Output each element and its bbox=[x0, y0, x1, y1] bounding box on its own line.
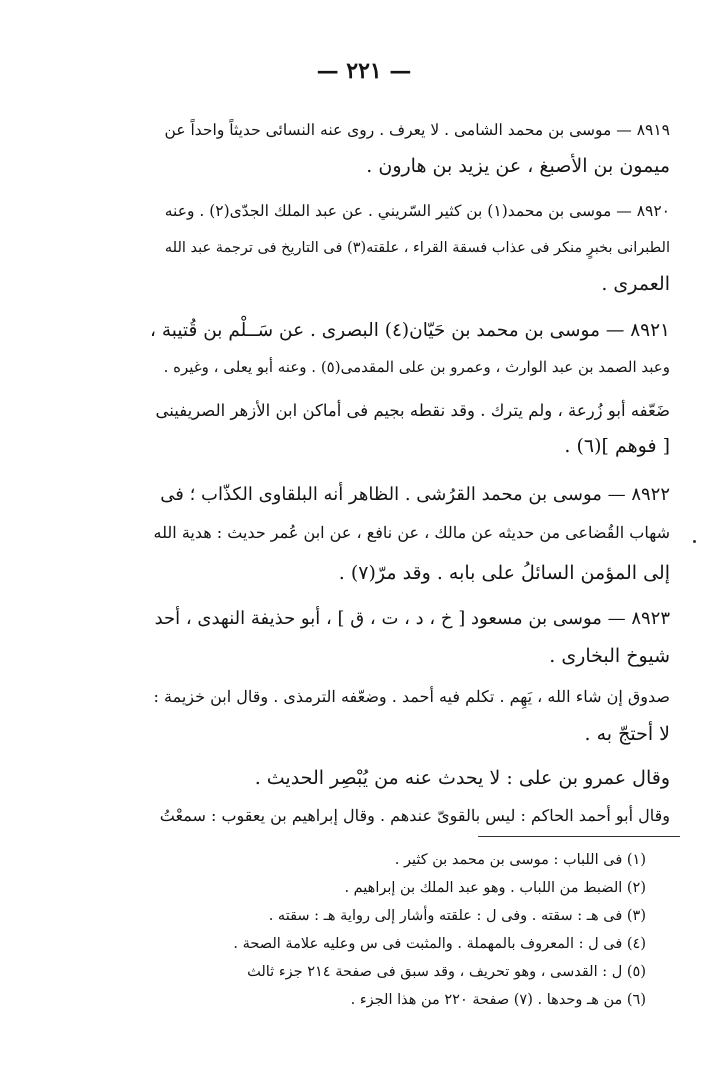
entry-8922-line-3: إلى المؤمن السائلُ على بابه . وقد مرّ(٧) . bbox=[338, 562, 670, 584]
footnote-divider bbox=[478, 836, 680, 837]
entry-8920-line-3: العمرى . bbox=[601, 273, 670, 295]
entry-8923-line-5: وقال عمرو بن على : لا يحدث عنه من يُبْصِر الحديث . bbox=[254, 767, 670, 789]
entry-8921-line-2: وعبد الصمد بن عبد الوارث ، وعمرو بن على المقدمى(٥) . وعنه أبو يعلى ، وغيره . bbox=[163, 358, 670, 376]
entry-8923-line-6: وقال أبو أحمد الحاكم : ليس بالقوىّ عندهم . وقال إبراهيم بن يعقوب : سمعْتُ bbox=[159, 806, 670, 825]
footnote-6-7: (٦) من هـ وحدها . (٧) صفحة ٢٢٠ من هذا الجزء . bbox=[350, 992, 646, 1008]
entry-8923-line-1: ٨٩٢٣ — موسى بن مسعود [ خ ، د ، ت ، ق ] ، أبو حذيفة النهدى ، أحد bbox=[154, 608, 670, 629]
entry-8922-line-1: ٨٩٢٢ — موسى بن محمد القرُشى . الظاهر أنه البلقاوى الكذّاب ؛ فى bbox=[160, 484, 670, 505]
entry-8923-line-2: شيوخ البخارى . bbox=[549, 645, 670, 667]
entry-8923-line-3: صدوق إن شاء الله ، يَهِم . تكلم فيه أحمد . وضعّفه الترمذى . وقال ابن خزيمة : bbox=[153, 687, 670, 706]
margin-dot bbox=[693, 540, 696, 543]
footnote-5: (٥) ل : القدسى ، وهو تحريف ، وقد سبق فى صفحة ٢١٤ جزء ثالث bbox=[247, 964, 646, 980]
entry-8921-line-1: ٨٩٢١ — موسى بن محمد بن حَيّان(٤) البصرى . عن سَــلْم بن قُتيبة ، bbox=[150, 320, 670, 341]
footnote-1: (١) فى اللباب : موسى بن محمد بن كثير . bbox=[394, 852, 646, 868]
entry-8921-line-3: ضَعّفه أبو زُرعة ، ولم يترك . وقد نقطه بجيم فى أماكن ابن الأزهر الصريفينى bbox=[155, 401, 670, 420]
footnote-4: (٤) فى ل : المعروف بالمهملة . والمثبت فى س وعليه علامة الصحة . bbox=[233, 936, 646, 952]
entry-8919-line-2: ميمون بن الأصبغ ، عن يزيد بن هارون . bbox=[366, 155, 670, 177]
entry-8919-line-1: ٨٩١٩ — موسى بن محمد الشامى . لا يعرف . روى عنه النسائى حديثاً واحداً عن bbox=[164, 121, 670, 139]
entry-8922-line-2: شهاب القُضاعى من حديثه عن مالك ، عن نافع ، عن ابن عُمر حديث : هدية الله bbox=[153, 523, 670, 542]
entry-8920-line-1: ٨٩٢٠ — موسى بن محمد(١) بن كثير السّريني . عن عبد الملك الجدّى(٢) . وعنه bbox=[164, 202, 670, 220]
entry-8921-line-4: [ فوهم ](٦) . bbox=[564, 435, 670, 457]
entry-8920-line-2: الطبرانى بخبرٍ منكر فى عذاب فسقة القراء ، علقته(٣) فى التاريخ فى ترجمة عبد الله bbox=[164, 240, 670, 256]
page-number: — ٢٢١ — bbox=[316, 58, 412, 84]
footnote-3: (٣) فى هـ : سقته . وفى ل : علقته وأشار إلى رواية هـ : سقته . bbox=[268, 908, 646, 924]
entry-8923-line-4: لا أحتجّ به . bbox=[584, 723, 670, 745]
footnote-2: (٢) الضبط من اللباب . وهو عبد الملك بن إبراهيم . bbox=[344, 880, 646, 896]
